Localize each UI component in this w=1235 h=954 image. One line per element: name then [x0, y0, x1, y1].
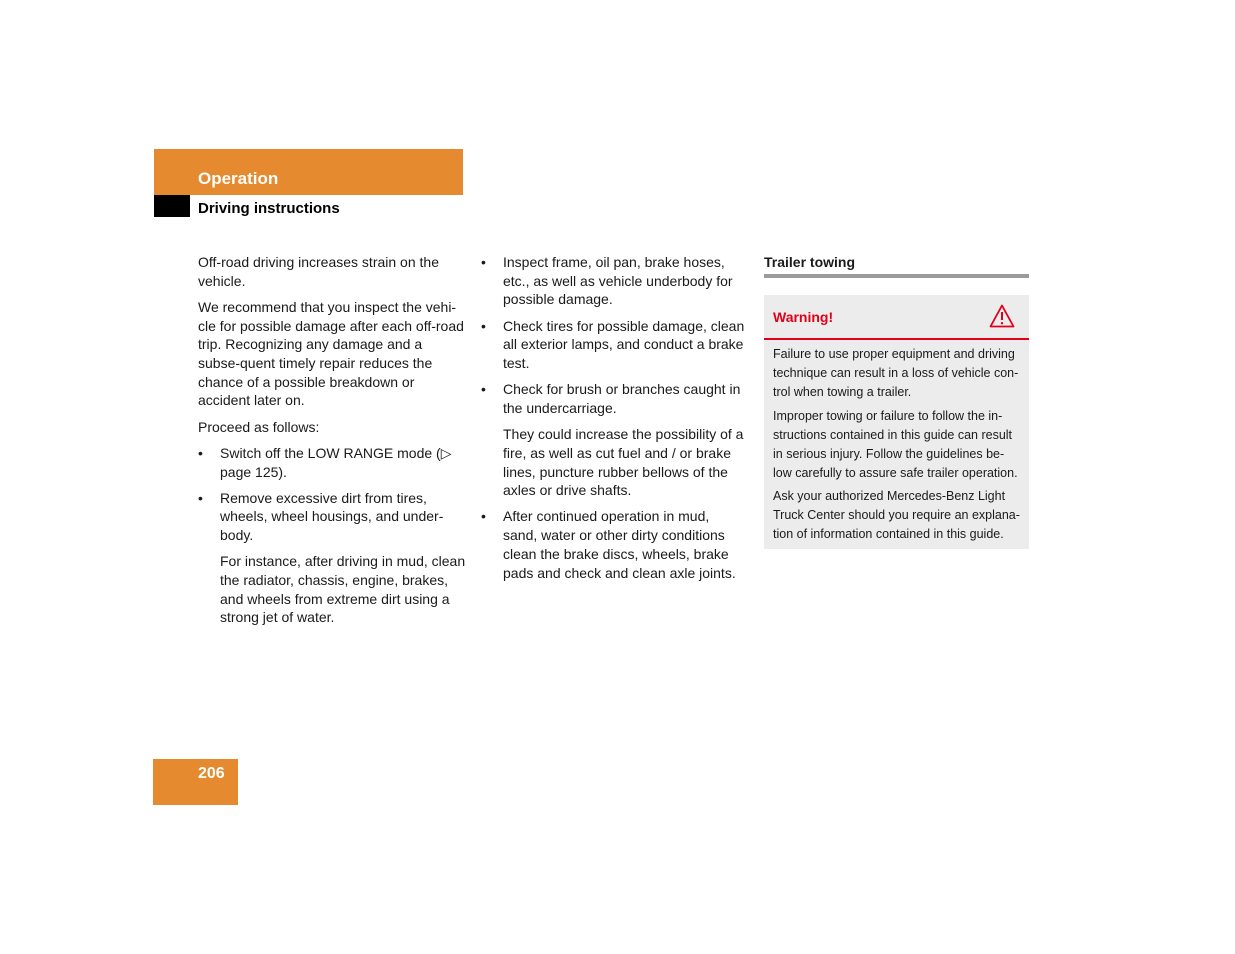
section-title: Operation: [198, 169, 279, 188]
warning-box: [764, 295, 1029, 549]
page-number-tab: [153, 759, 238, 805]
list-item-text: Check for brush or branches caught in the undercarriage.: [503, 381, 741, 416]
list-note: They could increase the possibility of a fire, as well as cut fuel and / or brake lines, puncture rubber bellows of the axles or drive shafts.: [503, 426, 744, 499]
column-left: [198, 253, 466, 635]
subsection-title: Driving instructions: [198, 200, 340, 217]
bullet-icon: •: [481, 254, 486, 270]
warning-paragraph: Failure to use proper equipment and driving technique can result in a loss of vehicle con-trol when towing a trailer.: [773, 347, 1019, 399]
warning-body: [764, 340, 1029, 544]
warning-paragraph: Ask your authorized Mercedes-Benz Light Truck Center should you require an explana-tion of information contained in this guide.: [773, 489, 1020, 541]
bullet-icon: •: [481, 317, 486, 334]
list-item-text: Inspect frame, oil pan, brake hoses, etc., as well as vehicle underbody for possible damage.: [503, 254, 733, 308]
warning-triangle-icon: [989, 304, 1015, 328]
list-item-text: Check tires for possible damage, clean all exterior lamps, and conduct a brake test.: [503, 317, 745, 372]
list-item: [481, 253, 745, 309]
column-right: [764, 253, 1029, 278]
column-middle: [481, 253, 745, 590]
bullet-icon: •: [198, 489, 203, 506]
list-note: For instance, after driving in mud, clean the radiator, chassis, engine, brakes, and wheels from extreme dirt using a strong jet of water.: [220, 553, 466, 626]
list-item-text: Remove excessive dirt from tires, wheels, wheel housings, and under-body.: [220, 489, 444, 544]
list-item: [481, 507, 745, 582]
list-item: [481, 317, 745, 373]
warning-header: [764, 295, 1029, 340]
list-item-text: Switch off the LOW RANGE mode (▷ page 125).: [220, 444, 452, 480]
list-item: [481, 380, 745, 417]
page-number: 206: [198, 765, 225, 782]
warning-paragraph: Improper towing or failure to follow the in-structions contained in this guide can result in serious injury. Follow the guidelines be-low carefully to assure safe trailer operation.: [773, 408, 1018, 480]
paragraph: We recommend that you inspect the vehi-cle for possible damage after each off-road trip. Recognizing any damage and a subse-quent timely repair reduces the chance of a possible breakdown or accident later on.: [198, 298, 464, 409]
list-item: [198, 444, 466, 481]
list-item-text: After continued operation in mud, sand, water or other dirty conditions clean the brake discs, wheels, brake pads and check and clean axle joints.: [503, 508, 736, 581]
bullet-icon: •: [481, 381, 486, 398]
paragraph: Proceed as follows:: [198, 418, 320, 435]
bullet-icon: •: [481, 508, 486, 525]
section-marker: [154, 195, 190, 217]
warning-title: Warning!: [773, 309, 834, 325]
section-heading: Trailer towing: [764, 253, 1029, 278]
paragraph: Off-road driving increases strain on the vehicle.: [198, 254, 439, 289]
list-item: [198, 489, 466, 545]
bullet-icon: •: [198, 444, 203, 461]
